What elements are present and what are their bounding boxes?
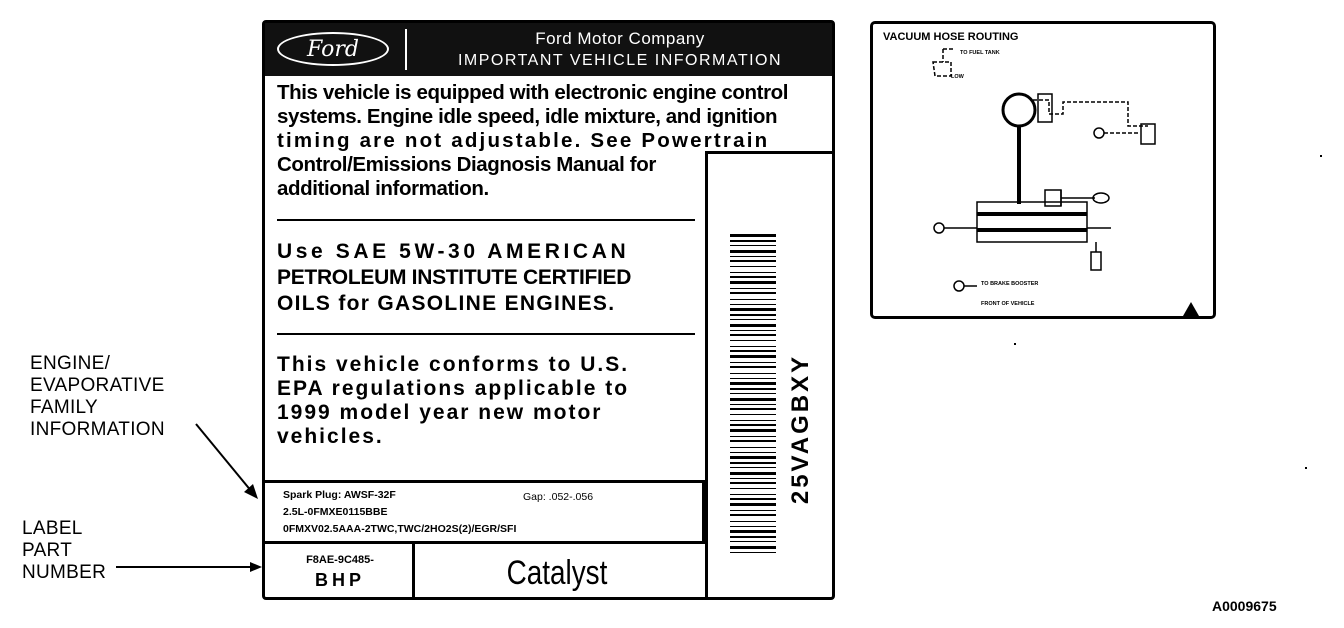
callout-line: EVAPORATIVE: [30, 375, 165, 396]
warning-triangle-icon: [1183, 302, 1199, 316]
barcode-bar: [730, 366, 776, 368]
barcode-bar: [730, 552, 776, 553]
barcode-bar: [730, 373, 776, 374]
barcode-bar: [730, 456, 776, 459]
part-number-arrowhead: [250, 562, 262, 572]
part-number-suffix: BHP: [314, 570, 365, 590]
company-name: Ford Motor Company: [535, 29, 705, 48]
notice-line: This vehicle is equipped with electronic engine control: [277, 81, 789, 104]
egr-solenoid: [1141, 124, 1155, 144]
sensor-hose: [1061, 190, 1095, 206]
barcode-bar: [730, 494, 776, 495]
callout-line: INFORMATION: [30, 419, 165, 440]
barcode-bar: [730, 429, 776, 432]
barcode-bar: [730, 404, 776, 405]
barcode-bar: [730, 541, 776, 542]
intake-manifold: [977, 202, 1087, 242]
barcode-bar: [730, 526, 776, 527]
barcode-bar: [730, 346, 776, 347]
barcode-bar: [730, 319, 776, 320]
barcode-bar: [730, 436, 776, 437]
barcode-bar: [730, 304, 776, 305]
barcode-bar: [730, 256, 776, 257]
fuel-tank-text: TO FUEL TANK: [960, 50, 1000, 56]
vacuum-port: [1094, 128, 1104, 138]
oil-spec-notice: [277, 239, 697, 317]
brake-booster-text: TO BRAKE BOOSTER: [981, 281, 1039, 287]
vacuum-title: VACUUM HOSE ROUTING: [883, 31, 1019, 43]
notice-line: additional information.: [277, 177, 489, 200]
barcode-bar: [730, 488, 776, 489]
callout-line: FAMILY: [30, 397, 98, 418]
barcode-bar: [730, 467, 776, 468]
callout-line: PART: [22, 540, 73, 561]
engine-family-leader: [196, 424, 252, 492]
barcode-bar: [730, 530, 776, 533]
vehicle-emission-label: [262, 20, 835, 600]
front-of-vehicle-text: FRONT OF VEHICLE: [981, 301, 1035, 307]
barcode-text: [776, 304, 826, 554]
barcode-bar: [730, 521, 776, 522]
stray-dot: [1014, 343, 1016, 345]
throttle-body: [1003, 94, 1035, 126]
barcode-bar: [730, 378, 776, 379]
barcode-bar: [730, 324, 776, 327]
barcode-bar: [730, 355, 776, 358]
barcode-bar: [730, 272, 776, 273]
engine-family-code: 2.5L-0FMXE0115BBE: [283, 506, 388, 518]
barcode-bar: [730, 462, 776, 464]
barcode-bar: [730, 276, 776, 278]
callout-line: ENGINE/: [30, 353, 111, 374]
barcode-bar: [730, 334, 776, 336]
callout-line: LABEL: [22, 518, 83, 539]
barcode-bar: [730, 388, 776, 390]
map-sensor: [1045, 190, 1061, 206]
barcode-bar: [730, 472, 776, 475]
barcode-bar: [730, 424, 776, 426]
notice-line: timing are not adjustable. See Powertrain: [277, 129, 770, 152]
barcode-bar: [730, 447, 776, 448]
barcode-bar: [730, 408, 776, 410]
barcode-bar: [730, 314, 776, 316]
stray-dot: [1305, 467, 1307, 469]
barcode-bar: [730, 281, 776, 284]
spark-plug-spec: Spark Plug: AWSF-32F: [283, 489, 396, 501]
epa-line: EPA regulations applicable to: [277, 377, 630, 400]
manifold-hose: [977, 214, 1087, 230]
fuel-tank-hose: [933, 49, 955, 76]
epa-line: 1999 model year new motor: [277, 401, 603, 424]
barcode-bar: [730, 350, 776, 352]
barcode-bar: [730, 362, 776, 363]
barcode-bar: [730, 266, 776, 267]
notice-line: systems. Engine idle speed, idle mixture, and ignition: [277, 105, 778, 128]
barcode-bar: [730, 514, 776, 516]
header-divider: [405, 29, 407, 70]
section-divider: [277, 219, 695, 221]
barcode-bar: [730, 536, 776, 538]
barcode-bar: [730, 498, 776, 500]
barcode-bar: [730, 546, 776, 549]
label-subtitle: IMPORTANT VEHICLE INFORMATION: [457, 52, 783, 69]
brake-port: [954, 281, 964, 291]
barcode-bar: [730, 510, 776, 511]
engine-family-box: [265, 480, 705, 544]
barcode-bar: [730, 330, 776, 331]
epa-line: This vehicle conforms to U.S.: [277, 353, 630, 376]
epa-conformity-notice: [277, 353, 707, 449]
callout-line: NUMBER: [22, 562, 107, 583]
oil-line: OILS for GASOLINE ENGINES.: [277, 292, 616, 315]
catalyst-label: Catalyst: [506, 554, 608, 592]
barcode: [730, 234, 776, 554]
purge-valve: [1038, 94, 1052, 122]
barcode-bar: [730, 478, 776, 479]
epa-line: vehicles.: [277, 425, 384, 448]
barcode-bar: [730, 288, 776, 289]
barcode-bar: [730, 482, 776, 484]
catalyst-box: [412, 541, 708, 600]
pcv-port: [934, 223, 944, 233]
barcode-bar: [730, 420, 776, 421]
barcode-bar: [730, 245, 776, 246]
barcode-bar: [730, 240, 776, 242]
spark-plug-gap: Gap: .052-.056: [523, 491, 594, 503]
part-number-box: [265, 541, 415, 600]
barcode-bar: [730, 260, 776, 262]
low-text: LOW: [951, 74, 964, 80]
barcode-bar: [730, 503, 776, 506]
hose-routing-diagram: [873, 24, 1213, 316]
figure-id: A0009675: [1212, 598, 1277, 614]
barcode-value: 25VAGBXY: [787, 353, 814, 505]
part-number-top: F8AE-9C485-: [306, 554, 374, 566]
barcode-bar: [730, 393, 776, 394]
barcode-bar: [730, 452, 776, 453]
charge-motion-valve: [1091, 252, 1101, 270]
vacuum-hose-label: [870, 21, 1216, 319]
barcode-bar: [730, 340, 776, 341]
ford-logo: [277, 32, 389, 66]
barcode-bar: [730, 234, 776, 237]
barcode-panel: [705, 151, 832, 600]
barcode-bar: [730, 382, 776, 385]
section-divider: [277, 333, 695, 335]
barcode-bar: [730, 299, 776, 300]
notice-line: Control/Emissions Diagnosis Manual for: [277, 153, 656, 176]
stray-dot: [1320, 155, 1322, 157]
label-header: [265, 23, 832, 76]
evap-family-code: 0FMXV02.5AAA-2TWC,TWC/2HO2S(2)/EGR/SFI: [283, 523, 517, 535]
barcode-bar: [730, 398, 776, 401]
barcode-bar: [730, 414, 776, 415]
ford-logo-text: Ford: [307, 36, 359, 62]
sensor-connector: [1093, 193, 1109, 203]
barcode-bar: [730, 308, 776, 311]
barcode-bar: [730, 292, 776, 294]
barcode-bar: [730, 440, 776, 442]
oil-line: PETROLEUM INSTITUTE CERTIFIED: [277, 266, 632, 289]
barcode-bar: [730, 250, 776, 253]
oil-line: Use SAE 5W-30 AMERICAN: [277, 240, 630, 263]
